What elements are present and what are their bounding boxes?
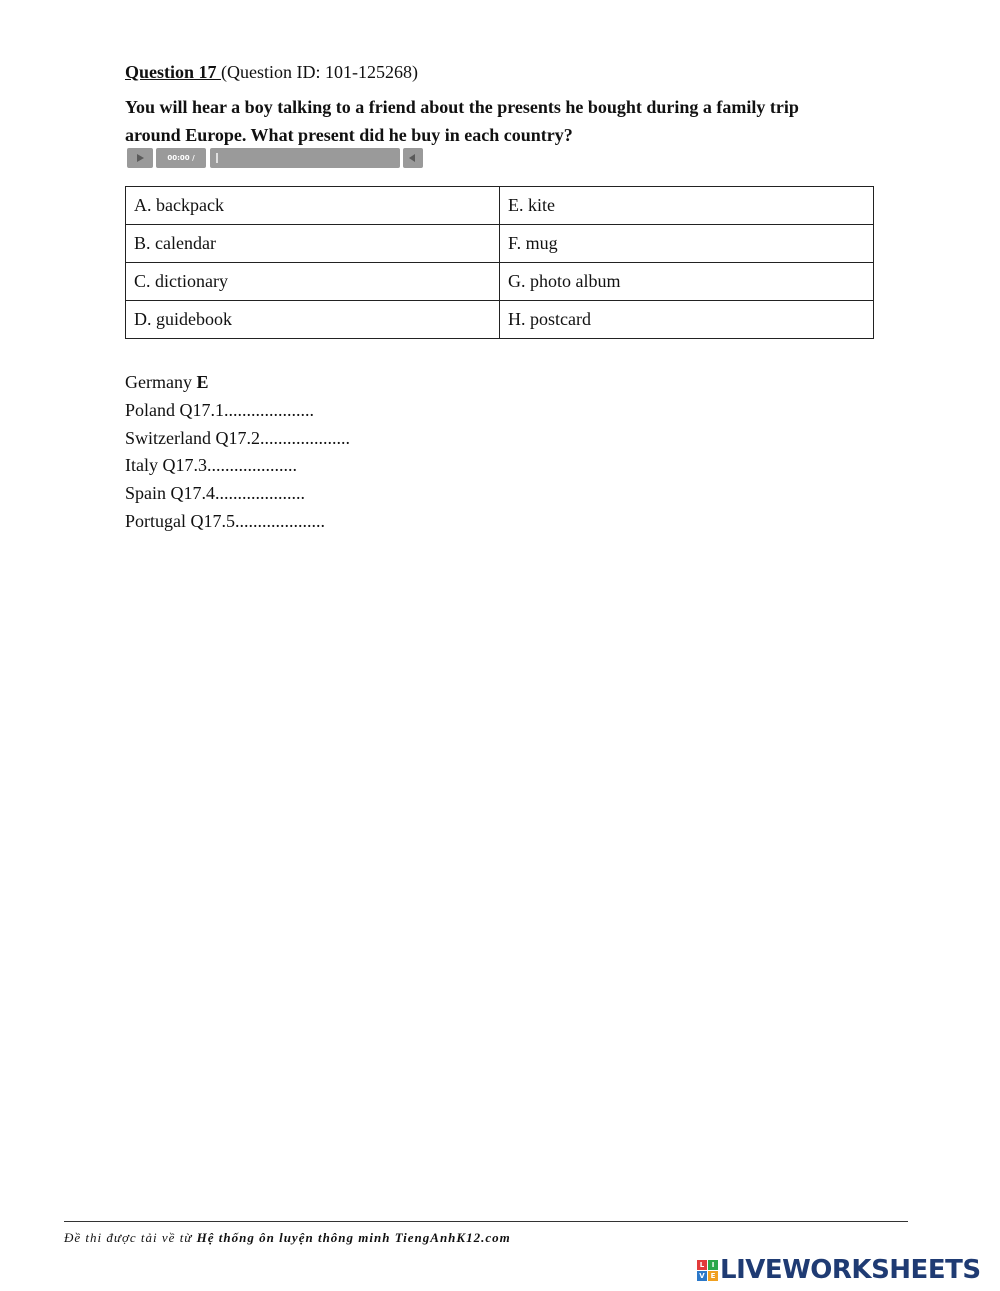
option-c: C. dictionary [126, 263, 500, 301]
country-label: Portugal [125, 510, 186, 531]
liveworksheets-logo [697, 1255, 981, 1285]
footer-divider [64, 1221, 908, 1222]
answer-field-q17-2[interactable]: Q17.2.................... [215, 427, 350, 448]
footer-source [64, 1230, 511, 1246]
country-label: Italy [125, 455, 158, 476]
question-id: (Question ID: 101-125268) [221, 62, 418, 82]
table-row [126, 187, 874, 225]
logo-letter: E [708, 1271, 718, 1281]
country-label: Germany [125, 372, 192, 392]
list-item [125, 452, 350, 480]
logo-letter: V [697, 1271, 707, 1281]
options-table [125, 186, 874, 339]
answer-field-q17-1[interactable]: Q17.1.................... [179, 399, 315, 420]
option-g: G. photo album [500, 263, 874, 301]
option-f: F. mug [500, 225, 874, 263]
play-icon[interactable] [127, 148, 153, 168]
list-item [125, 425, 350, 453]
option-b: B. calendar [126, 225, 500, 263]
example-answer: E [196, 372, 209, 392]
logo-mark [697, 1260, 718, 1281]
option-a: A. backpack [126, 187, 500, 225]
logo-letter: I [708, 1260, 718, 1270]
audio-player [127, 148, 427, 182]
logo-letter: L [697, 1260, 707, 1270]
answer-field-q17-3[interactable]: Q17.3.................... [162, 455, 297, 476]
country-label: Spain [125, 483, 167, 504]
footer-brand: Hệ thống ôn luyện thông minh TiengAnhK12.com [196, 1230, 511, 1245]
table-row [126, 225, 874, 263]
answer-field-q17-4[interactable]: Q17.4.................... [170, 483, 306, 504]
question-instruction: You will hear a boy talking to a friend about the presents he bought during a family trip around Europe. What present did he buy in each country? [125, 97, 799, 145]
audio-time: 00:00 / 00:00 [156, 148, 206, 168]
footer-prefix: Đề thi được tải về từ [64, 1230, 197, 1245]
list-item [125, 508, 350, 536]
table-row [126, 263, 874, 301]
volume-icon[interactable] [403, 148, 423, 168]
answer-field-q17-5[interactable]: Q17.5.................... [190, 510, 325, 531]
list-item [125, 397, 350, 425]
option-e: E. kite [500, 187, 874, 225]
question-header [125, 62, 418, 83]
logo-wordmark: LIVEWORKSHEETS [720, 1255, 981, 1285]
audio-progress-bar[interactable] [210, 148, 400, 168]
question-number: Question 17 [125, 62, 222, 82]
option-h: H. postcard [500, 301, 874, 339]
country-label: Switzerland [125, 427, 211, 448]
answer-list [125, 369, 350, 536]
country-label: Poland [125, 399, 176, 420]
table-row [126, 301, 874, 339]
list-item [125, 480, 350, 508]
option-d: D. guidebook [126, 301, 500, 339]
list-item [125, 369, 350, 397]
